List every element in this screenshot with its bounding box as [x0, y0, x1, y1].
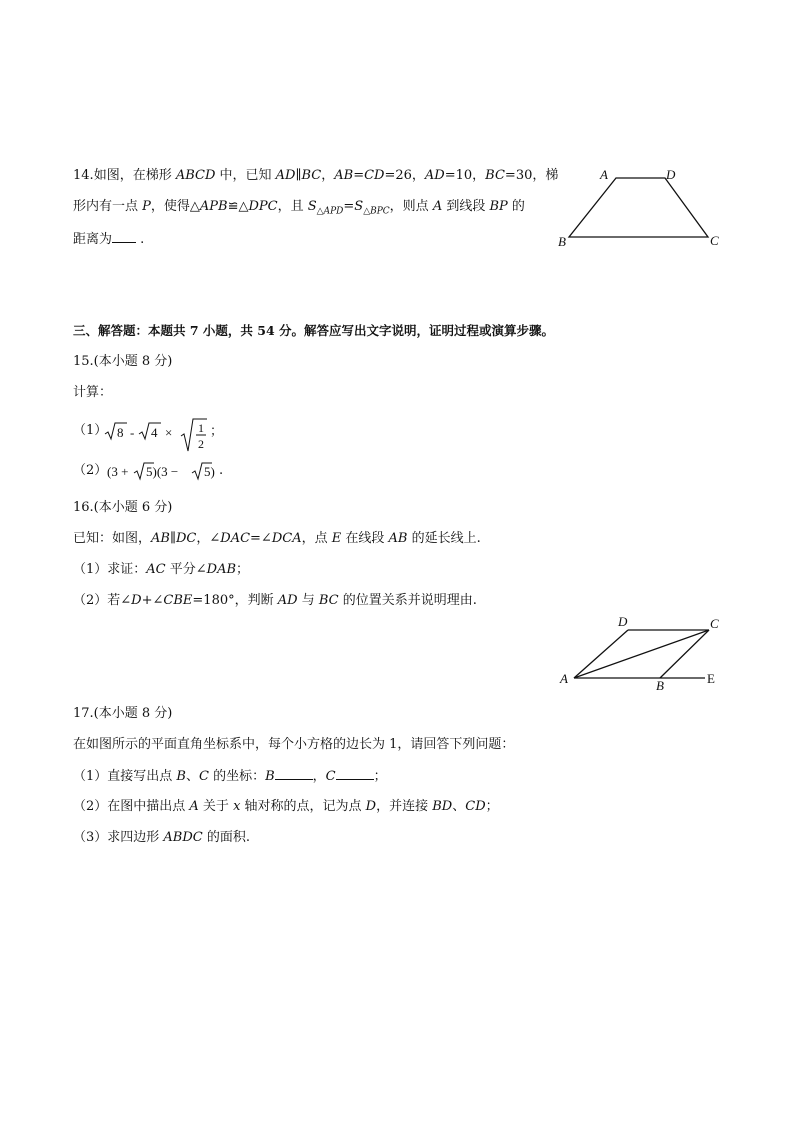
q15-op: -	[130, 425, 135, 440]
q17-text: ，并连接	[376, 799, 433, 814]
q14-line3	[73, 230, 144, 249]
q17-var: B	[176, 769, 186, 784]
q17-text: （2）在图中描出点	[73, 799, 190, 814]
q16-head: 16.(本小题 6 分)	[73, 500, 173, 515]
q14-number: 14.	[73, 168, 94, 183]
label-C: C	[710, 233, 719, 248]
q16-var: AC	[146, 562, 166, 577]
parallelogram-figure	[555, 612, 735, 694]
q14-symbol: =	[343, 199, 355, 214]
q17-text: 轴对称的点，记为点	[240, 799, 366, 814]
q16-text: +∠	[141, 593, 164, 608]
q16-text: （1）求证：	[73, 562, 147, 577]
q16-text: 平分∠	[165, 562, 207, 577]
label-B: B	[656, 678, 664, 693]
q14-text: 形内有一点	[73, 199, 143, 214]
q14-var: S	[307, 199, 317, 214]
q14-symbol: ∥	[295, 168, 302, 183]
q14-text: △	[238, 199, 249, 214]
q14-text: .	[136, 232, 145, 247]
q14-var: AD	[424, 168, 445, 183]
q17-var: x	[233, 799, 241, 814]
q15-expression-1	[103, 415, 213, 453]
q17-part3	[73, 829, 250, 847]
q14-subscript: △APD	[316, 206, 344, 217]
q17-part1	[73, 767, 387, 786]
q17-var: C	[325, 769, 336, 784]
q16-text: （2）若∠	[73, 593, 132, 608]
q17-var: C	[198, 769, 209, 784]
q15-head: 15.(本小题 8 分)	[73, 354, 173, 369]
q15-num: 1	[198, 421, 204, 435]
q17-head: 17.(本小题 8 分)	[73, 706, 173, 721]
q14-text: ，且	[277, 199, 308, 214]
q16-var: DCA	[271, 531, 302, 546]
q17-var: A	[189, 799, 199, 814]
q14-var: BP	[489, 199, 508, 214]
q14-var: DPC	[248, 199, 278, 214]
q14-symbol: ≌	[227, 199, 239, 214]
q16-part1	[73, 561, 249, 579]
q16-text: =180°，判断	[192, 593, 278, 608]
q16-text: ；	[236, 562, 250, 577]
q14-text: ，则点	[389, 199, 433, 214]
q17-text: ；	[485, 799, 499, 814]
q14-text: =26，	[384, 168, 425, 183]
q17-part2	[73, 798, 499, 816]
q16-var: DAC	[220, 531, 251, 546]
q14-text: =10，	[444, 168, 486, 183]
q14-line2	[73, 198, 525, 221]
q14-var: S	[354, 199, 364, 214]
q17-text: 、	[185, 769, 199, 784]
q14-text: =30，梯	[504, 168, 559, 183]
q14-symbol: =	[353, 168, 365, 183]
q17-text: 关于	[198, 799, 234, 814]
q14-var: P	[142, 199, 151, 214]
q14-text: 距离为	[73, 232, 113, 247]
segment-CB	[660, 630, 709, 678]
q17-text: ，	[312, 769, 326, 784]
q15-part1-end: ；	[210, 424, 224, 439]
q14-var: APB	[199, 199, 228, 214]
q16-part2	[73, 592, 477, 610]
q14-var: A	[432, 199, 443, 214]
q16-text: 在线段	[341, 531, 389, 546]
q15-intro: 计算：	[73, 385, 113, 400]
segment-AD	[574, 630, 628, 678]
q14-line1	[73, 167, 558, 185]
label-B: B	[558, 234, 566, 249]
q14-var: BC	[301, 168, 322, 183]
q14-text: ，使得△	[150, 199, 200, 214]
q16-symbol: ∥	[169, 531, 176, 546]
q14-text: ，	[321, 168, 335, 183]
q16-text: 的延长线上.	[407, 531, 481, 546]
q16-var: AB	[151, 531, 170, 546]
q17-text: 的坐标：	[208, 769, 266, 784]
label-D: D	[618, 614, 628, 629]
q17-text: 、	[452, 799, 466, 814]
q16-var: D	[131, 593, 142, 608]
q16-var: E	[331, 531, 342, 546]
q16-line1	[73, 530, 481, 548]
q16-var: AB	[388, 531, 408, 546]
answer-blank-C[interactable]	[336, 767, 374, 780]
q17-var: CD	[465, 799, 486, 814]
q15-part2-number: （2）	[73, 463, 108, 478]
q15-expression-2	[107, 460, 227, 482]
q16-text: =∠	[250, 531, 272, 546]
q14-text: 的	[507, 199, 525, 214]
q17-text: （3）求四边形	[73, 830, 164, 845]
q16-var: CBE	[163, 593, 193, 608]
q17-var: B	[265, 769, 275, 784]
q15-expr-part: (3 +	[107, 464, 129, 479]
section-title: 三、解答题：本题共 7 小题，共 54 分。解答应写出文字说明，证明过程或演算步骤。	[73, 323, 555, 338]
q14-subscript: △BPC	[363, 206, 390, 217]
q16-var: AD	[277, 593, 298, 608]
q14-var: BC	[485, 168, 505, 183]
q15-num: 8	[117, 425, 124, 440]
q16-text: 已知：如图，	[73, 531, 152, 546]
q16-text: 与	[297, 593, 319, 608]
label-C: C	[710, 616, 719, 631]
q17-var: BD	[432, 799, 453, 814]
q16-var: BC	[318, 593, 339, 608]
q16-text: 的位置关系并说明理由.	[338, 593, 477, 608]
answer-blank[interactable]	[112, 230, 136, 243]
q17-var: ABDC	[163, 830, 203, 845]
label-A: A	[600, 167, 608, 182]
q17-text: （1）直接写出点	[73, 769, 177, 784]
q14-var: ABCD	[175, 168, 216, 183]
q15-num: 2	[198, 437, 204, 451]
q16-text: ，∠	[196, 531, 221, 546]
q14-text: 如图，在梯形	[93, 168, 176, 183]
q15-expr-part: 5)	[204, 464, 215, 479]
q14-var: AD	[275, 168, 296, 183]
q14-text: 中，已知	[215, 168, 276, 183]
q16-text: ，点	[301, 531, 332, 546]
q14-var: CD	[364, 168, 385, 183]
q15-expr-part: 5)(3 −	[146, 464, 179, 479]
label-D: D	[666, 167, 676, 182]
segment-AC	[574, 630, 709, 678]
trapezoid-figure	[555, 162, 725, 254]
q17-var: D	[365, 799, 377, 814]
q16-var: DC	[175, 531, 197, 546]
q15-part2-end: .	[219, 463, 224, 478]
q17-intro: 在如图所示的平面直角坐标系中，每个小方格的边长为 1，请回答下列问题：	[73, 737, 515, 752]
q16-var: DAB	[206, 562, 237, 577]
q15-num: 4	[151, 425, 158, 440]
trapezoid-shape	[569, 178, 708, 237]
label-A: A	[560, 671, 568, 686]
q17-text: ；	[373, 769, 387, 784]
q15-op: ×	[165, 425, 173, 440]
q15-part1-number: （1）	[73, 423, 108, 438]
label-E: E	[707, 671, 715, 686]
q17-text: 的面积.	[202, 830, 250, 845]
q14-text: 到线段	[442, 199, 490, 214]
answer-blank-B[interactable]	[275, 767, 313, 780]
q14-var: AB	[334, 168, 354, 183]
